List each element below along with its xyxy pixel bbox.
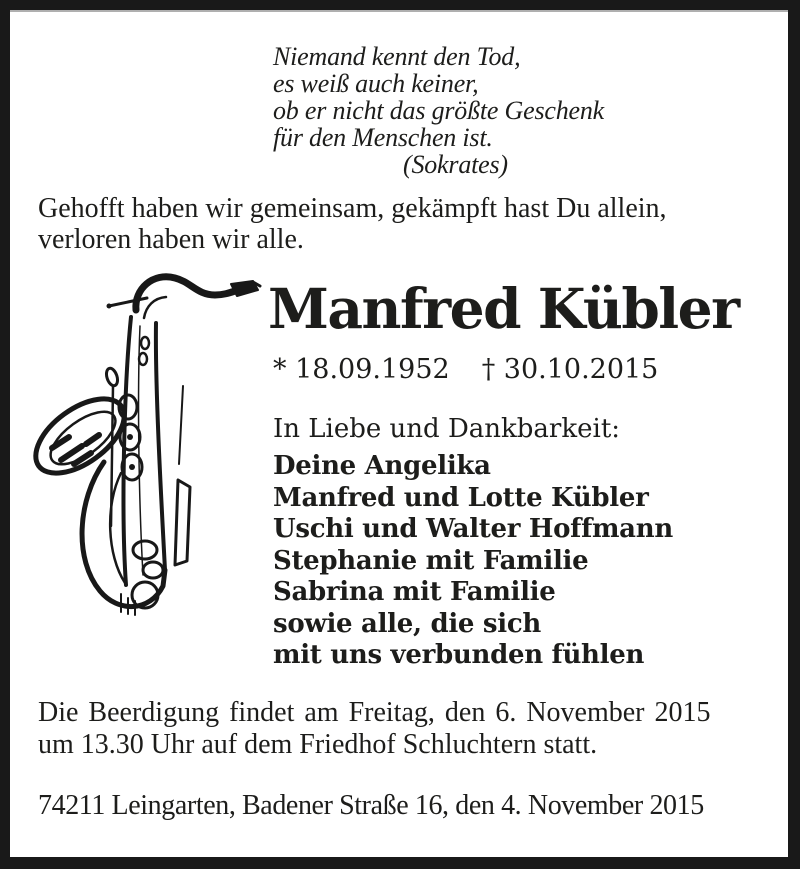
mourner-line: Sabrina mit Familie [273, 577, 556, 607]
mourner-line: mit uns verbunden fühlen [273, 640, 645, 670]
mourner-line: Stephanie mit Familie [273, 545, 589, 576]
death-date: † 30.10.2015 [481, 354, 659, 385]
quote-line: für den Menschen ist. [273, 123, 493, 152]
memorial-quote [273, 43, 604, 178]
deceased-name: Manfred Kübler [268, 276, 739, 341]
mourner-line: Deine Angelika [273, 451, 491, 481]
notice-page [10, 10, 788, 857]
quote-line: ob er nicht das größte Geschenk [273, 96, 605, 125]
birth-date: * 18.09.1952 [273, 354, 450, 385]
intro-line: verloren haben wir alle. [38, 224, 304, 255]
mourner-line: sowie alle, die sich [273, 608, 541, 639]
quote-line: Niemand kennt den Tod, [273, 42, 521, 71]
quote-attribution: (Sokrates) [403, 150, 508, 179]
tribute-salutation: In Liebe und Dankbarkeit: [273, 414, 621, 444]
funeral-line: um 13.30 Uhr auf dem Friedhof Schluchtern statt. [38, 728, 598, 760]
quote-line: es weiß auch keiner, [273, 69, 479, 98]
mourner-line: Uschi und Walter Hoffmann [273, 514, 673, 544]
intro-text [38, 193, 768, 255]
mourners-list [273, 451, 673, 672]
intro-line: Gehofft haben wir gemeinsam, gekämpft hast Du allein, [38, 193, 667, 224]
funeral-details [38, 697, 776, 760]
funeral-line: Die Beerdigung findet am Freitag, den 6. November 2015 [38, 697, 711, 728]
saxophone-illustration [24, 264, 264, 661]
mourner-line: Manfred und Lotte Kübler [273, 482, 649, 513]
life-dates [273, 355, 658, 385]
address-line: 74211 Leingarten, Badener Straße 16, den 4. November 2015 [38, 790, 704, 821]
